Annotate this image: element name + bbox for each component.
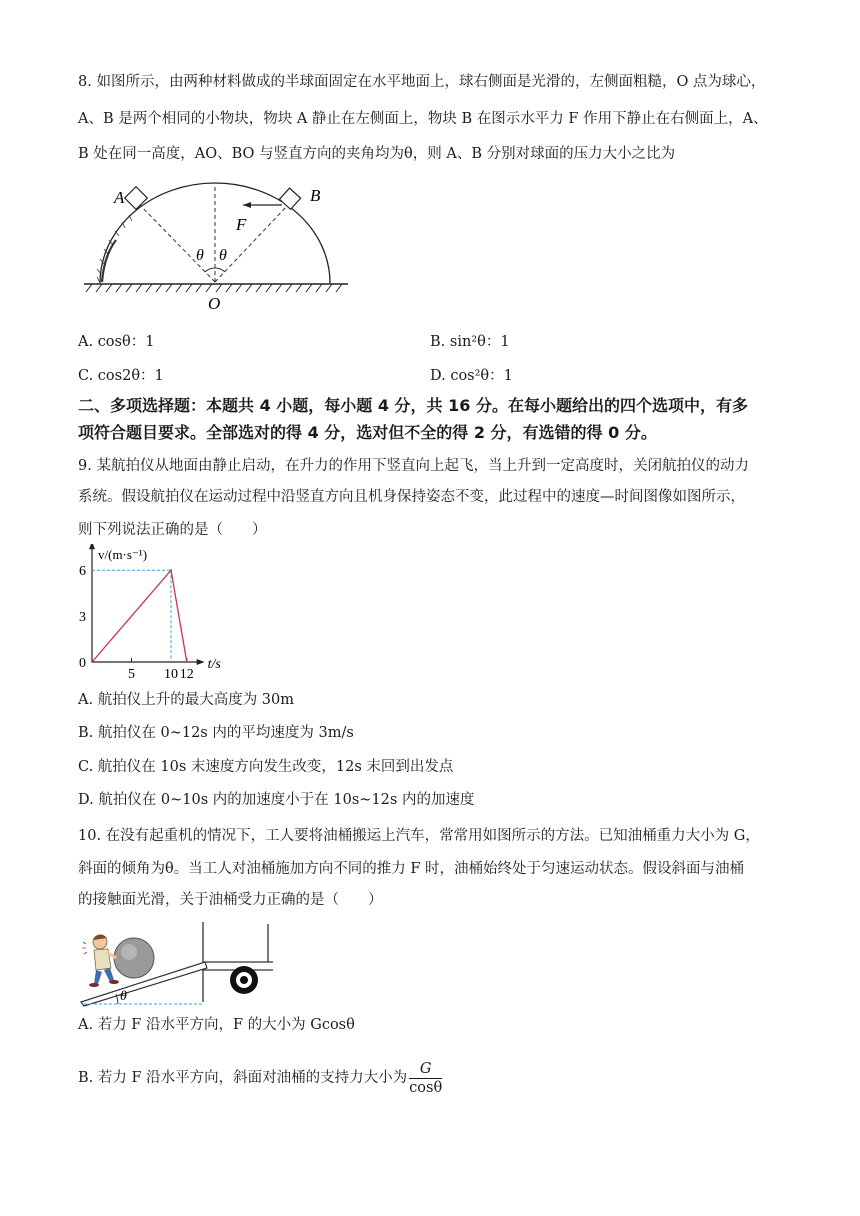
q8-option-b: B. sin²θ：1 [430,334,510,350]
y-tick-label: 3 [79,610,86,626]
x-axis-label: t/s [207,657,221,672]
q10-option-b [78,1056,442,1100]
x-axis-arrow [197,659,205,665]
q10-option-a: A. 若力 F 沿水平方向，F 的大小为 Gcosθ [78,1017,355,1033]
q8-hemisphere-figure [78,178,358,316]
label-b: B [310,186,321,205]
fraction-denominator: cosθ [409,1079,443,1096]
origin-label: 0 [79,656,86,671]
label-a: A [114,188,125,207]
label-o: O [208,294,221,313]
fraction-numerator: G [409,1060,442,1079]
y-axis-arrow [89,544,95,549]
q8-option-d: D. cos²θ：1 [430,368,513,384]
x-tick-label: 10 [164,667,178,682]
q10-stem-line-2: 斜面的倾角为θ。当工人对油桶施加方向不同的推力 F 时，油桶始终处于匀速运动状态。假设斜面与油桶 [78,861,745,877]
q9-stem-line-3: 则下列说法正确的是（ ） [78,522,267,538]
worker-icon [82,934,119,987]
x-tick-label: 12 [179,667,194,682]
q9-stem-line-2: 系统。假设航拍仪在运动过程中沿竖直方向且机身保持姿态不变，此过程中的速度—时间图像如图所示， [78,489,745,505]
q8-option-a: A. cosθ：1 [78,334,155,350]
theta-right: θ [219,247,227,264]
q9-option-b: B. 航拍仪在 0~12s 内的平均速度为 3m/s [78,725,354,741]
section-2-heading-line-2: 项符合题目要求。全部选对的得 4 分，选对但不全的得 2 分，有选错的得 0 分。 [78,423,657,442]
velocity-data-point [91,661,93,663]
y-axis-label: v/(m·s⁻¹) [98,547,148,562]
q9-option-c: C. 航拍仪在 10s 末速度方向发生改变，12s 末回到出发点 [78,759,454,775]
q10-stem-line-3: 的接触面光滑，关于油桶受力正确的是（ ） [78,892,383,908]
q8-stem-line-3: B 处在同一高度，AO、BO 与竖直方向的夹角均为θ，则 A、B 分别对球面的压力大小之比为 [78,146,676,162]
q8-stem-line-1: 8. 如图所示，由两种材料做成的半球面固定在水平地面上，球右侧面是光滑的，左侧面粗糙，O 点为球心， [78,74,766,90]
q10-option-b-fraction [409,1060,442,1097]
q9-stem-line-1: 9. 某航拍仪从地面由静止启动，在升力的作用下竖直向上起飞，当上升到一定高度时，关闭航拍仪的动力 [78,458,749,474]
velocity-time-chart [72,544,262,682]
x-tick-label: 5 [128,667,135,682]
velocity-data-point [170,569,172,571]
q10-stem-line-1: 10. 在没有起重机的情况下，工人要将油桶搬运上汽车，常常用如图所示的方法。已知油桶重力大小为 G， [78,828,760,844]
q10-option-b-text: B. 若力 F 沿水平方向，斜面对油桶的支持力大小为 [78,1070,408,1086]
y-tick-label: 6 [79,564,86,580]
section-2-heading-line-1: 二、多项选择题：本题共 4 小题，每小题 4 分，共 16 分。在每小题给出的四个选项中，有多 [78,396,748,415]
theta-left: θ [196,247,204,264]
label-f: F [236,215,247,234]
q9-option-d: D. 航拍仪在 0~10s 内的加速度小于在 10s~12s 内的加速度 [78,792,475,808]
q8-stem-line-2: A、B 是两个相同的小物块，物块 A 静止在左侧面上，物块 B 在图示水平力 F 作用下静止在右侧面上，A、 [78,111,768,127]
velocity-data-point [186,661,188,663]
q8-option-c: C. cos2θ：1 [78,368,164,384]
q9-option-a: A. 航拍仪上升的最大高度为 30m [78,692,294,708]
q10-theta-label: θ [120,989,127,1004]
q10-truck-ramp-figure [78,918,278,1010]
velocity-series-line [92,570,187,662]
